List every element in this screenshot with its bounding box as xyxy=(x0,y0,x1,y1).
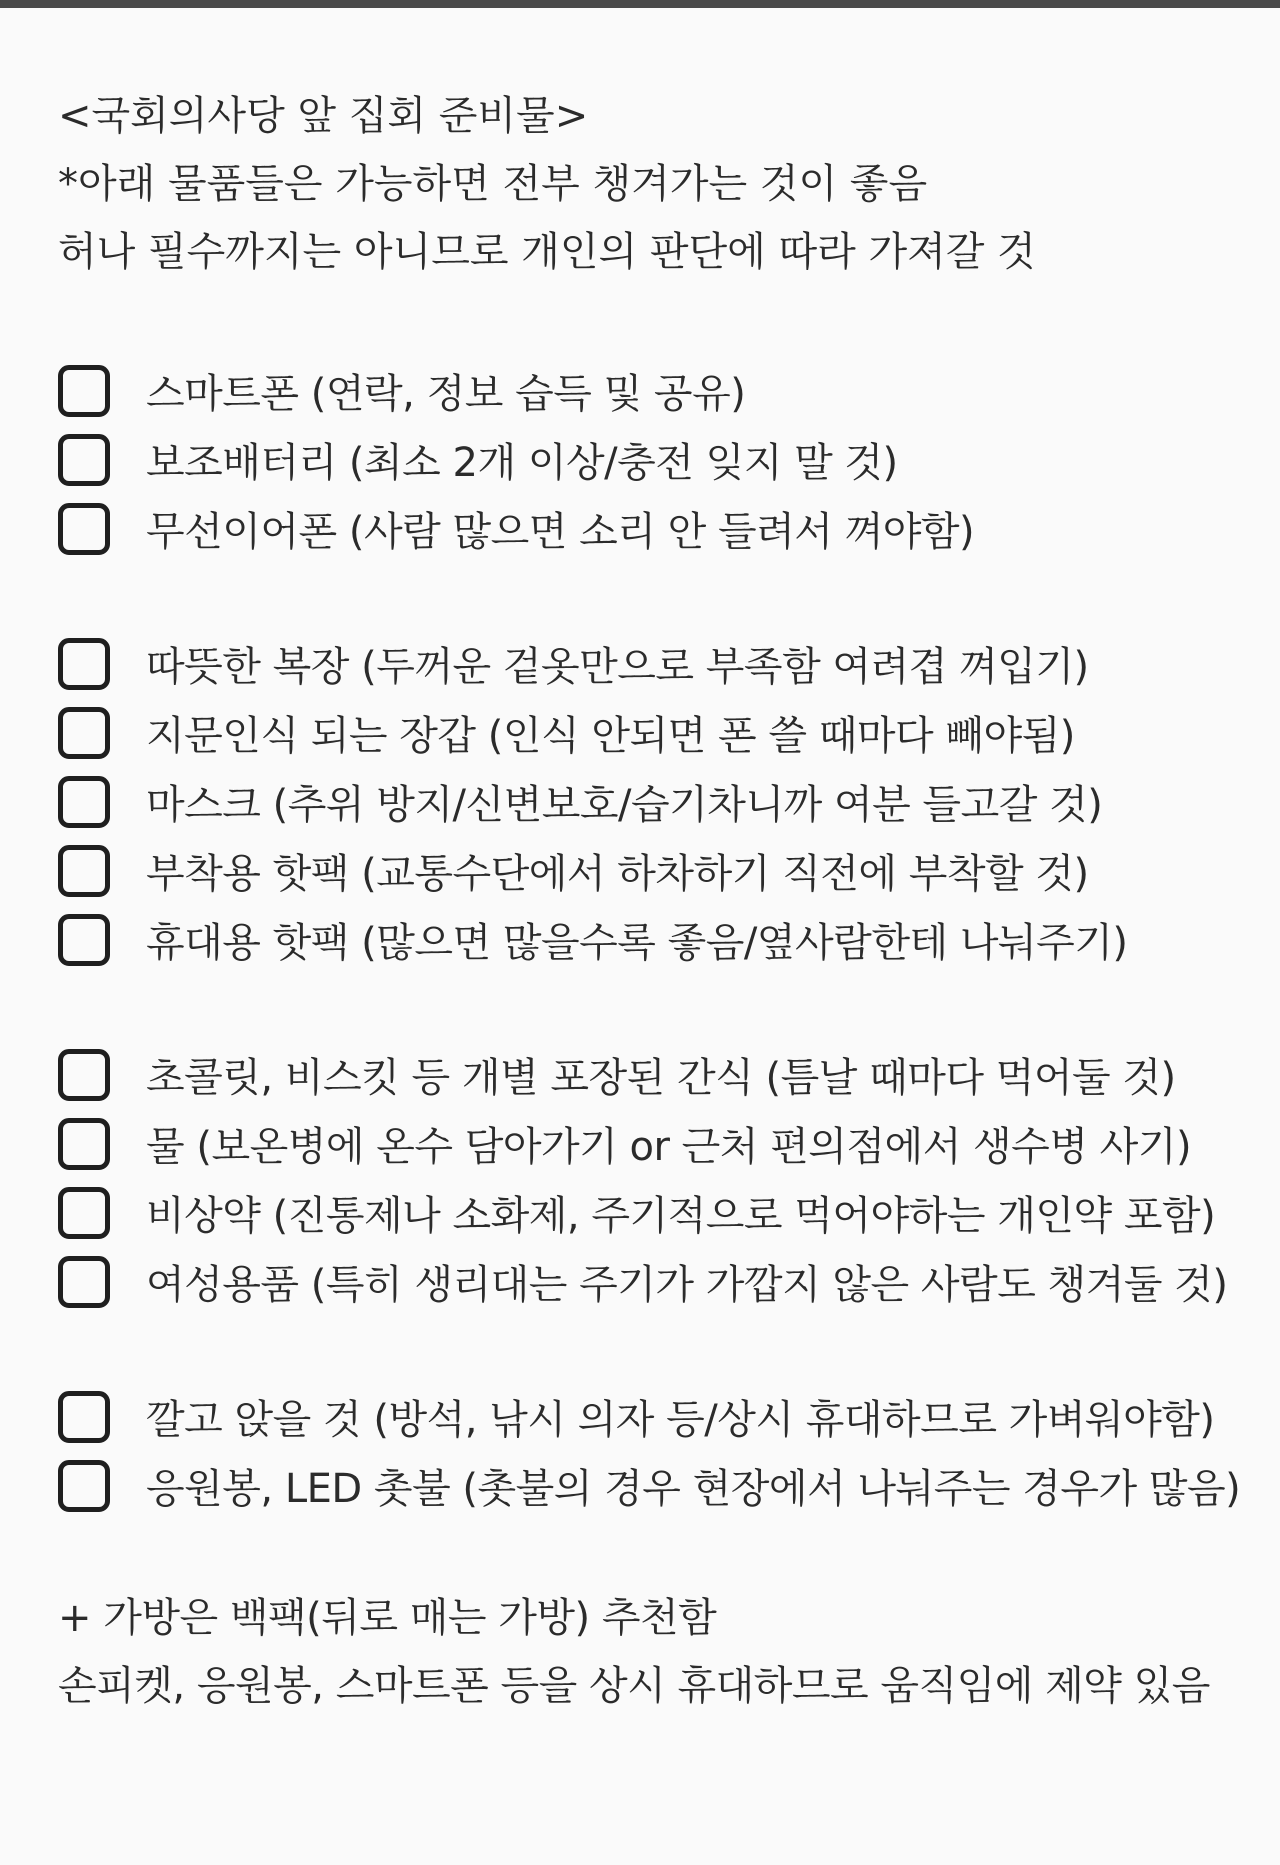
checkbox[interactable] xyxy=(58,1391,110,1443)
checkbox[interactable] xyxy=(58,1118,110,1170)
checklist-item xyxy=(58,494,1238,563)
note-header xyxy=(58,82,1238,286)
checklist-item xyxy=(58,1040,1238,1109)
checklist-item xyxy=(58,1178,1238,1247)
checkbox[interactable] xyxy=(58,365,110,417)
checklist-item-label: 스마트폰 (연락, 정보 습득 및 공유) xyxy=(146,371,746,417)
checklist-item xyxy=(58,629,1238,698)
checklist-item-label: 휴대용 핫팩 (많으면 많을수록 좋음/옆사람한테 나눠주기) xyxy=(146,920,1128,966)
checkbox[interactable] xyxy=(58,914,110,966)
checkbox[interactable] xyxy=(58,707,110,759)
checklist-item-label: 물 (보온병에 온수 담아가기 or 근처 편의점에서 생수병 사기) xyxy=(146,1124,1192,1170)
checkbox[interactable] xyxy=(58,1256,110,1308)
checklist-item-label: 무선이어폰 (사람 많으면 소리 안 들려서 껴야함) xyxy=(146,509,975,555)
checklist-item-label: 따뜻한 복장 (두꺼운 겉옷만으로 부족함 여려겹 껴입기) xyxy=(146,644,1089,690)
checklist-item xyxy=(58,1451,1241,1520)
checklist-item xyxy=(58,356,1238,425)
footer-tip-line-1: + 가방은 백팩(뒤로 매는 가방) 추천함 xyxy=(58,1595,717,1641)
checkbox[interactable] xyxy=(58,845,110,897)
note-description-line-1: *아래 물품들은 가능하면 전부 챙겨가는 것이 좋음 xyxy=(58,161,928,207)
checklist-item-label: 마스크 (추위 방지/신변보호/습기차니까 여분 들고갈 것) xyxy=(146,782,1103,828)
checklist-group-etc xyxy=(58,1382,1241,1520)
note-content xyxy=(58,82,1241,1720)
checklist-item-label: 깔고 앉을 것 (방석, 낚시 의자 등/상시 휴대하므로 가벼워야함) xyxy=(146,1397,1215,1443)
note-footer xyxy=(58,1584,1238,1720)
checklist-item xyxy=(58,425,1238,494)
checkbox[interactable] xyxy=(58,1187,110,1239)
checklist-item xyxy=(58,1247,1238,1316)
checklist-group-clothing xyxy=(58,629,1238,974)
checkbox[interactable] xyxy=(58,503,110,555)
checklist-item xyxy=(58,1109,1238,1178)
checklist-item-label: 부착용 핫팩 (교통수단에서 하차하기 직전에 부착할 것) xyxy=(146,851,1089,897)
checklist-group-devices xyxy=(58,356,1238,563)
checklist-item xyxy=(58,698,1238,767)
checkbox[interactable] xyxy=(58,638,110,690)
note-description-line-2: 허나 필수까지는 아니므로 개인의 판단에 따라 가져갈 것 xyxy=(58,229,1036,275)
top-bar xyxy=(0,0,1280,8)
checklist-item xyxy=(58,1382,1238,1451)
checklist-item-label: 초콜릿, 비스킷 등 개별 포장된 간식 (틈날 때마다 먹어둘 것) xyxy=(146,1055,1176,1101)
checkbox[interactable] xyxy=(58,434,110,486)
footer-tip-line-2: 손피켓, 응원봉, 스마트폰 등을 상시 휴대하므로 움직임에 제약 있음 xyxy=(58,1663,1210,1709)
checklist-item-label: 응원봉, LED 촛불 (촛불의 경우 현장에서 나눠주는 경우가 많음) xyxy=(146,1466,1241,1512)
checklist-item xyxy=(58,905,1238,974)
checklist-item-label: 비상약 (진통제나 소화제, 주기적으로 먹어야하는 개인약 포함) xyxy=(146,1193,1216,1239)
checklist-item xyxy=(58,836,1238,905)
checklist-item xyxy=(58,767,1238,836)
checklist-item-label: 여성용품 (특히 생리대는 주기가 가깝지 않은 사람도 챙겨둘 것) xyxy=(146,1262,1228,1308)
checkbox[interactable] xyxy=(58,776,110,828)
checklist-item-label: 지문인식 되는 장갑 (인식 안되면 폰 쓸 때마다 빼야됨) xyxy=(146,713,1075,759)
checklist-item-label: 보조배터리 (최소 2개 이상/충전 잊지 말 것) xyxy=(146,440,898,486)
checkbox[interactable] xyxy=(58,1049,110,1101)
checkbox[interactable] xyxy=(58,1460,110,1512)
note-title: <국회의사당 앞 집회 준비물> xyxy=(58,93,589,139)
checklist-group-supplies xyxy=(58,1040,1238,1316)
